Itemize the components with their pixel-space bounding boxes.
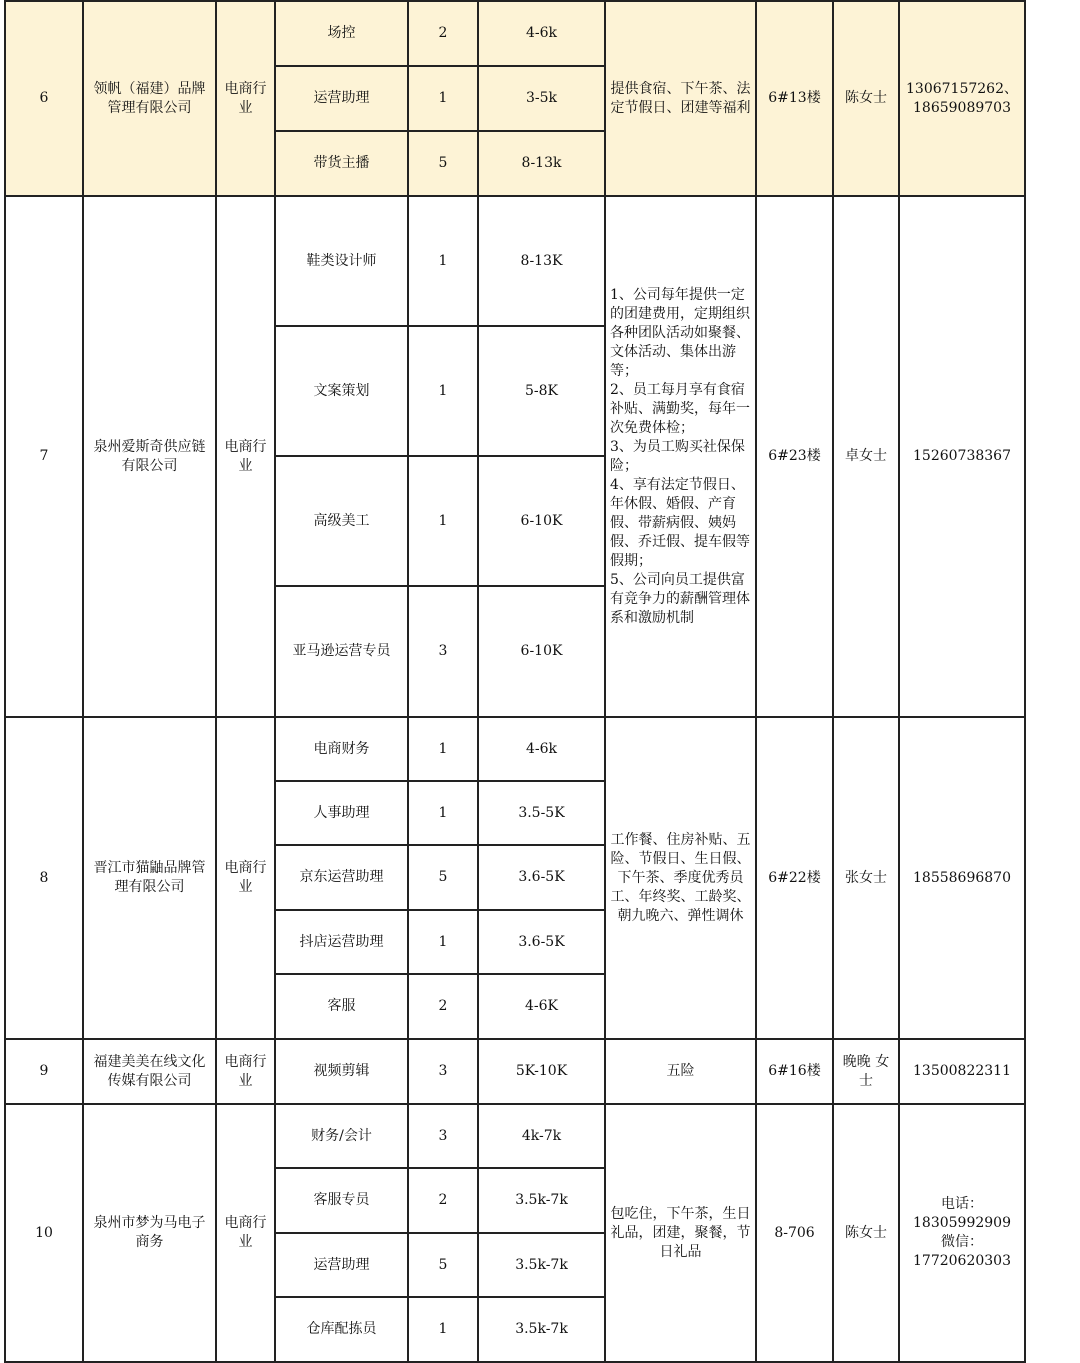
industry: 电商行业: [216, 717, 275, 1039]
job-count: 5: [408, 131, 478, 196]
contact-person: 张女士: [833, 717, 899, 1039]
benefits: 工作餐、住房补贴、五险、节假日、生日假、下午茶、季度优秀员工、年终奖、工龄奖、朝九晚六、弹性调休: [605, 717, 756, 1039]
company-name: 泉州市梦为马电子商务: [83, 1104, 216, 1362]
job-count: 3: [408, 1039, 478, 1104]
contact-person: 晚晚 女士: [833, 1039, 899, 1104]
job-salary: 3.5k-7k: [478, 1168, 605, 1233]
job-salary: 3.6-5K: [478, 910, 605, 974]
job-count: 1: [408, 1297, 478, 1362]
job-title: 运营助理: [275, 66, 408, 131]
job-salary: 3.6-5K: [478, 845, 605, 910]
job-count: 1: [408, 196, 478, 326]
job-count: 5: [408, 845, 478, 910]
table-row: [5, 196, 1025, 326]
job-title: 视频剪辑: [275, 1039, 408, 1104]
job-count: 2: [408, 974, 478, 1039]
job-salary: 3-5k: [478, 66, 605, 131]
job-salary: 8-13k: [478, 131, 605, 196]
job-count: 2: [408, 1168, 478, 1233]
contact-person: 陈女士: [833, 1, 899, 196]
company-name: 领帆（福建）品牌管理有限公司: [83, 1, 216, 196]
phone: 13067157262、18659089703: [899, 1, 1025, 196]
job-count: 1: [408, 456, 478, 586]
company-name: 泉州爱斯奇供应链有限公司: [83, 196, 216, 717]
recruitment-table: [4, 0, 1026, 1363]
job-salary: 5-8K: [478, 326, 605, 456]
job-count: 1: [408, 781, 478, 845]
job-title: 鞋类设计师: [275, 196, 408, 326]
industry: 电商行业: [216, 1039, 275, 1104]
phone: 13500822311: [899, 1039, 1025, 1104]
job-count: 2: [408, 1, 478, 66]
job-title: 运营助理: [275, 1233, 408, 1297]
phone: 电话： 18305992909 微信： 17720620303: [899, 1104, 1025, 1362]
job-salary: 4-6K: [478, 974, 605, 1039]
table-row: [5, 1039, 1025, 1104]
job-title: 人事助理: [275, 781, 408, 845]
job-title: 客服专员: [275, 1168, 408, 1233]
company-name: 晋江市猫鼬品牌管理有限公司: [83, 717, 216, 1039]
location: 6#16楼: [756, 1039, 833, 1104]
company-no: 8: [5, 717, 83, 1039]
job-title: 财务/会计: [275, 1104, 408, 1168]
location: 6#23楼: [756, 196, 833, 717]
job-count: 3: [408, 586, 478, 717]
job-salary: 3.5k-7k: [478, 1233, 605, 1297]
job-count: 1: [408, 326, 478, 456]
job-salary: 6-10K: [478, 586, 605, 717]
phone: 18558696870: [899, 717, 1025, 1039]
company-no: 7: [5, 196, 83, 717]
job-salary: 8-13K: [478, 196, 605, 326]
job-title: 电商财务: [275, 717, 408, 781]
job-title: 客服: [275, 974, 408, 1039]
job-title: 文案策划: [275, 326, 408, 456]
benefits: 包吃住，下午茶，生日礼品，团建，聚餐，节日礼品: [605, 1104, 756, 1362]
job-salary: 6-10K: [478, 456, 605, 586]
company-no: 6: [5, 1, 83, 196]
benefits: 提供食宿、下午茶、法定节假日、团建等福利: [605, 1, 756, 196]
company-no: 9: [5, 1039, 83, 1104]
job-salary: 4-6k: [478, 717, 605, 781]
job-count: 1: [408, 910, 478, 974]
job-salary: 4k-7k: [478, 1104, 605, 1168]
industry: 电商行业: [216, 1, 275, 196]
contact-person: 陈女士: [833, 1104, 899, 1362]
table-row: [5, 1, 1025, 66]
location: 8-706: [756, 1104, 833, 1362]
benefits: 五险: [605, 1039, 756, 1104]
job-salary: 5K-10K: [478, 1039, 605, 1104]
job-salary: 4-6k: [478, 1, 605, 66]
job-count: 1: [408, 66, 478, 131]
industry: 电商行业: [216, 1104, 275, 1362]
job-title: 仓库配拣员: [275, 1297, 408, 1362]
contact-person: 卓女士: [833, 196, 899, 717]
table-row: [5, 1104, 1025, 1168]
table-row: [5, 717, 1025, 781]
job-title: 场控: [275, 1, 408, 66]
job-title: 带货主播: [275, 131, 408, 196]
job-salary: 3.5k-7k: [478, 1297, 605, 1362]
job-title: 抖店运营助理: [275, 910, 408, 974]
job-title: 亚马逊运营专员: [275, 586, 408, 717]
job-count: 3: [408, 1104, 478, 1168]
location: 6#13楼: [756, 1, 833, 196]
company-name: 福建美美在线文化传媒有限公司: [83, 1039, 216, 1104]
job-count: 1: [408, 717, 478, 781]
job-salary: 3.5-5K: [478, 781, 605, 845]
industry: 电商行业: [216, 196, 275, 717]
job-count: 5: [408, 1233, 478, 1297]
location: 6#22楼: [756, 717, 833, 1039]
company-no: 10: [5, 1104, 83, 1362]
job-title: 京东运营助理: [275, 845, 408, 910]
job-title: 高级美工: [275, 456, 408, 586]
benefits: 1、公司每年提供一定的团建费用，定期组织各种团队活动如聚餐、文体活动、集体出游等； 2、员工每月享有食宿补贴、满勤奖，每年一次免费体检； 3、为员工购买社保保险； 4、享有法定节假日、年休假、婚假、产育假、带薪病假、姨妈假、乔迁假、提车假等假期； 5、公司向员工提供富有竞争力的薪酬管理体系和激励机制: [605, 196, 756, 717]
phone: 15260738367: [899, 196, 1025, 717]
